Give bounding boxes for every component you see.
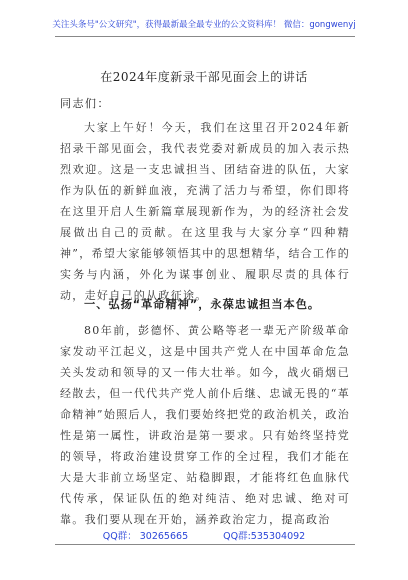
footer-qq-group-2: QQ群:535304092 — [223, 531, 306, 542]
footer-divider — [55, 544, 355, 545]
paragraph-body: 80年前，彭德怀、黄公略等老一辈无产阶级革命家发动平江起义，这是中国共产党人在中国革命危急关头发动和领导的又一伟大壮举。如今，战火硝烟已经散去，但一代代共产党人前仆后继、忠诚无畏的“革命精神”始照后人，我们要始终把党的政治机关，政治性是第一属性，讲政治是第一要求。只有始终坚持党的领导，将政治建设贯穿工作的全过程，我们才能在大是大非前立场坚定、站稳脚跟，才能将红色血脉代代传承，保证队伍的绝对纯洁、绝对忠诚、绝对可靠。我们要从现在开始，涵养政治定力，提高政治 — [60, 324, 350, 526]
header-notice: 关注头条号"公文研究"，获得最新最全最专业的公文资料库！ 微信：gongwenyj — [52, 20, 356, 30]
footer-contacts — [0, 528, 408, 542]
document-title: 在2024年度新录干部见面会上的讲话 — [100, 70, 308, 84]
header-divider — [55, 36, 355, 37]
salutation: 同志们： — [60, 97, 110, 110]
paragraph-intro: 大家上午好！今天，我们在这里召开2024年新招录干部见面会，我代表党委对新成员的加入表示热烈欢迎。这是一支忠诚担当、团结奋进的队伍，大家作为队伍的新鲜血液，充满了活力与希望，你们即将在这里开启人生新篇章展现新作为，为的经济社会发展做出自己的贡献。在这里我与大家分享“四种精神”，希望大家能够领悟其中的思想精华，结合工作的实务与内涵，外化为谋事创业、履职尽责的具体行动，走好自己的从政征途。 — [60, 121, 350, 302]
section-heading: 一、弘扬“革命精神”，永葆忠诚担当本色。 — [84, 298, 321, 311]
footer-qq-group-1: QQ群： 30265665 — [102, 531, 189, 542]
